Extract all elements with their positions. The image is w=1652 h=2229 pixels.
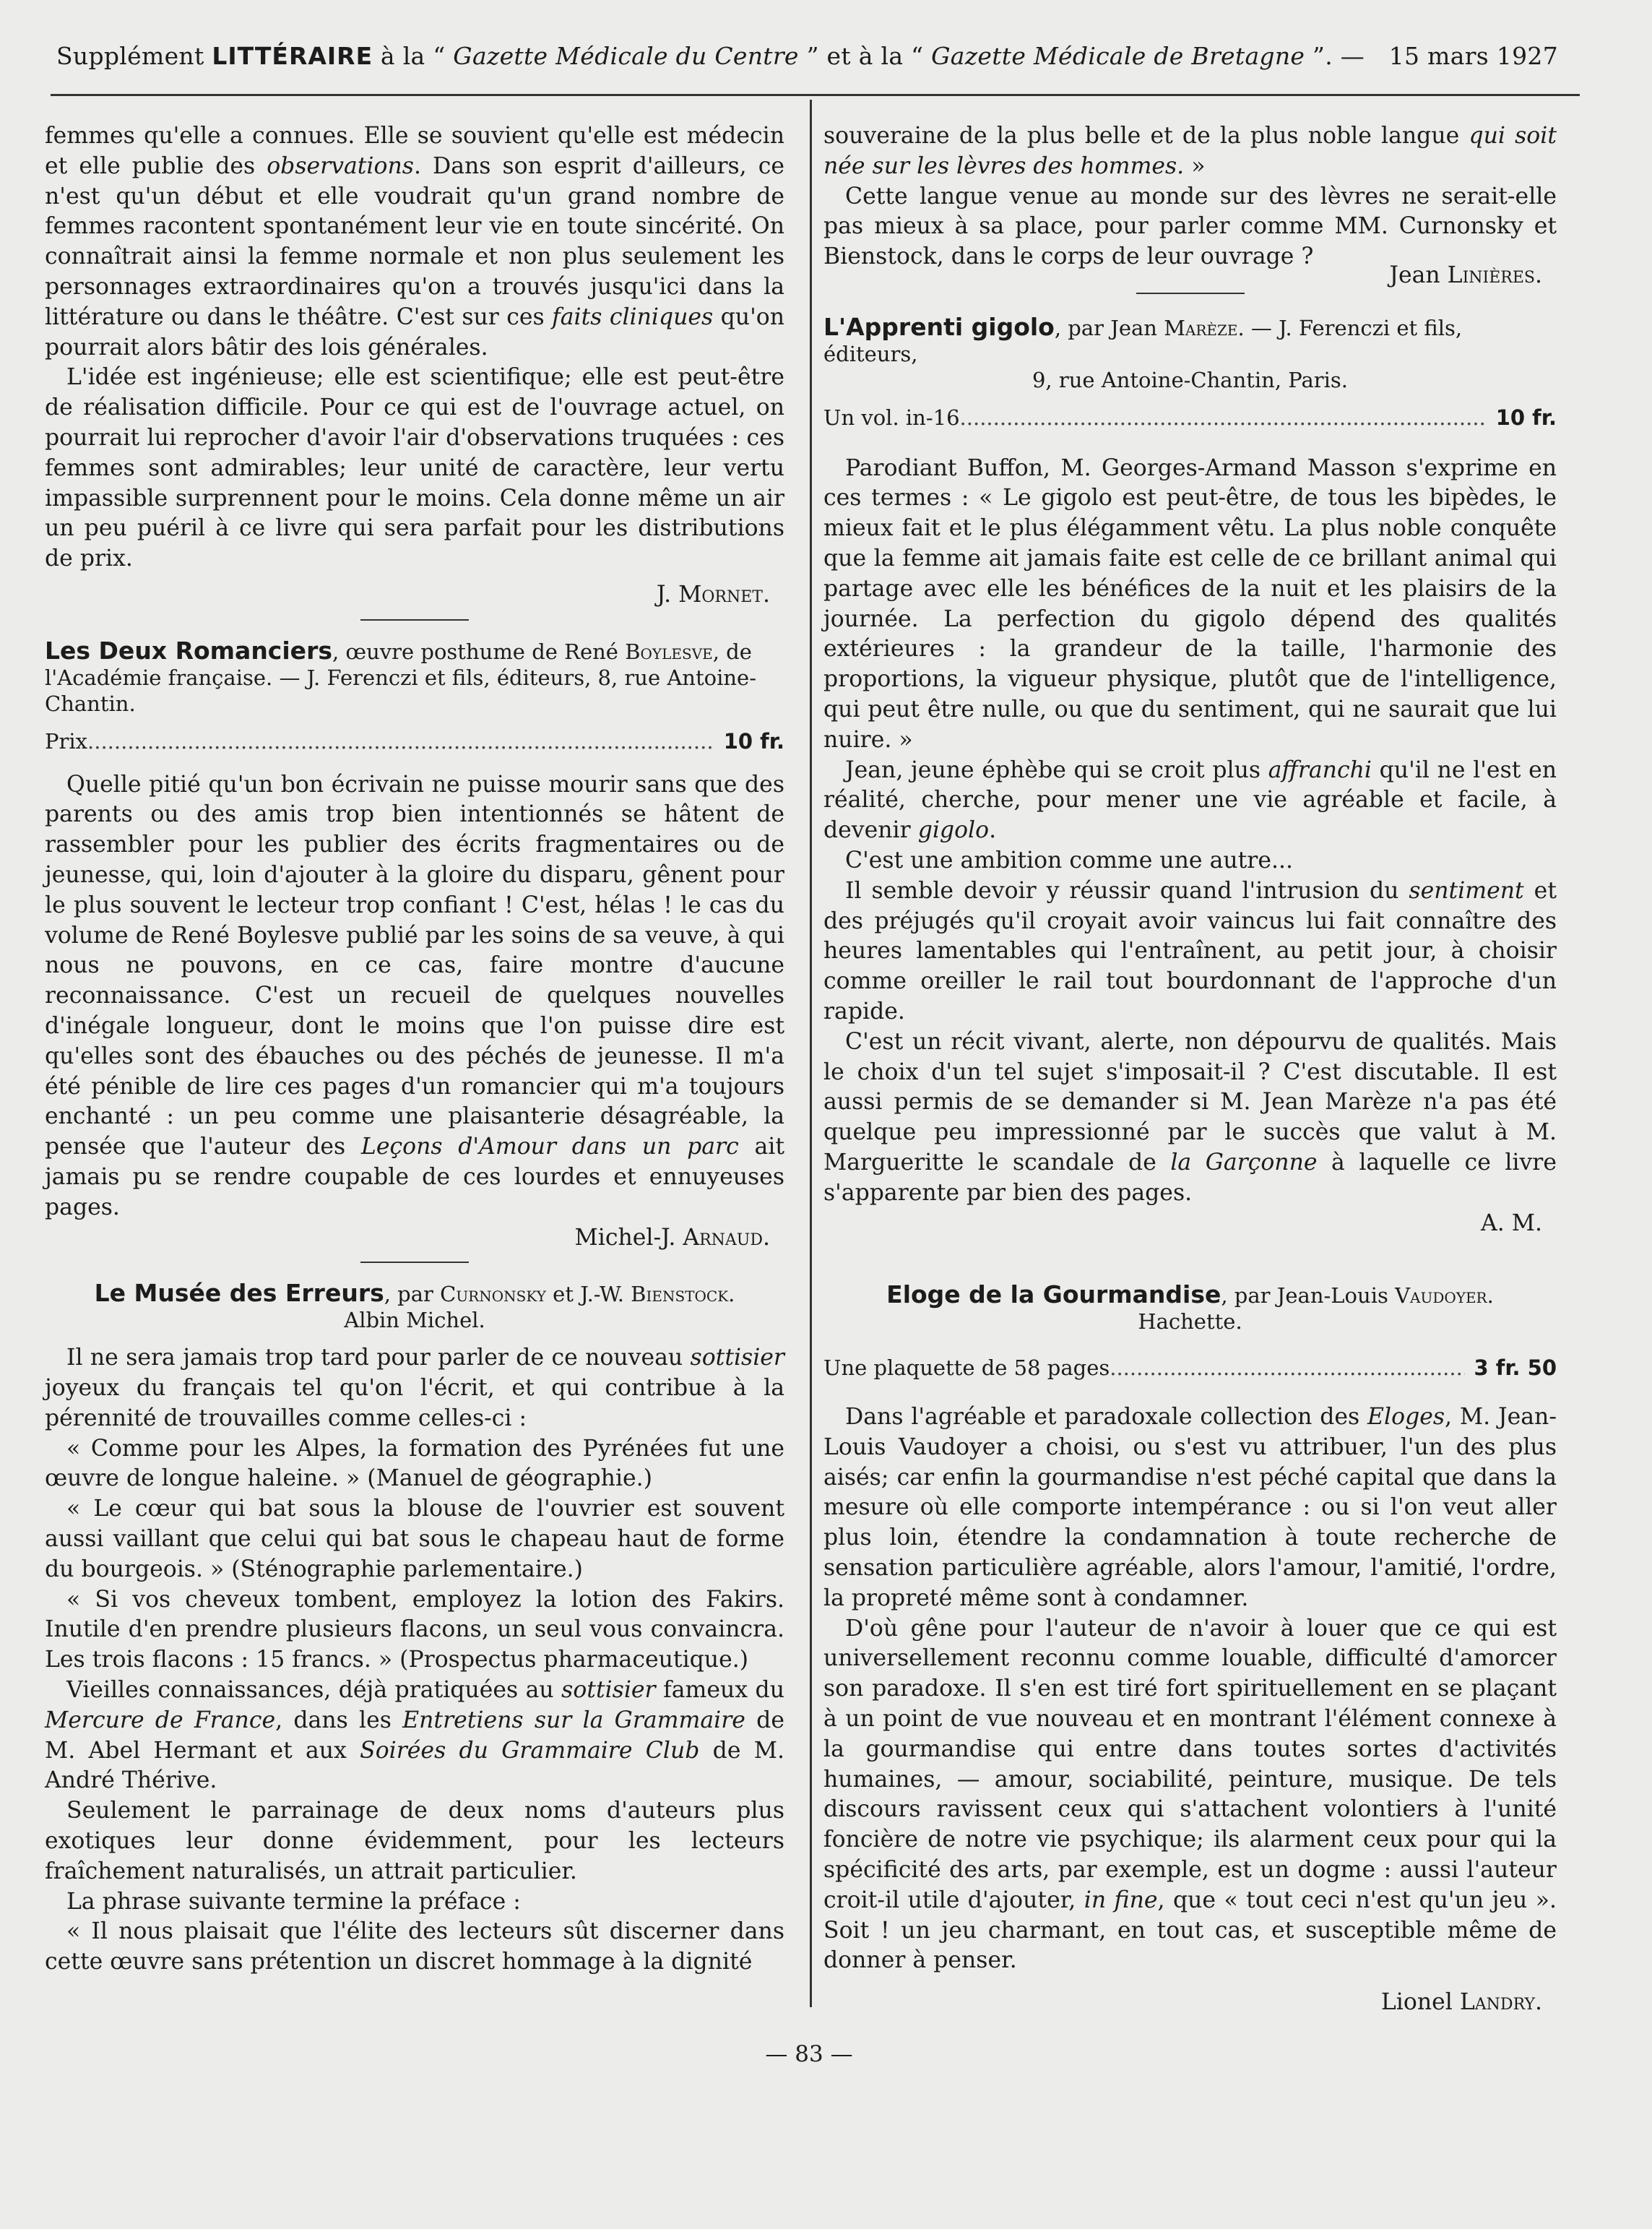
price-line: Prix ..... 10 fr.: [45, 727, 784, 757]
header-gazette-bretagne: Gazette Médicale de Bretagne: [931, 42, 1305, 70]
review-paragraph: Il semble devoir y réussir quand l'intrusion du sentiment et des préjugés qu'il croyait avoir vaincus lui fait connaître des heures lamentables qui l'entraînent, au petit jour, à choisir comme oreiller le rail tout bourdonnant de l'approche d'un rapide.: [823, 877, 1557, 1025]
separator-rule: [360, 619, 469, 621]
quote: « Il nous plaisait que l'élite des lecteurs sût discerner dans cette œuvre sans prétention un discret hommage à la dignité: [45, 1918, 784, 1975]
header-date: 15 mars 1927: [1388, 42, 1558, 70]
quote: « Le cœur qui bat sous la blouse de l'ouvrier est souvent aussi vaillant que celui qui bat sous le chapeau haut de forme du bourgeois. » (Sténographie parlementaire.): [45, 1496, 784, 1582]
page-number: — 83 —: [765, 2041, 853, 2067]
review-paragraph: Dans l'agréable et paradoxale collection des Eloges, M. Jean-Louis Vaudoyer a choisi, ou s'est vu attribuer, l'un des plus aisés; car enfin la gourmandise n'est péché capital que dans la mesure où elle comporte intempérance : ou si l'on veut aller plus loin, étendre la condamnation à toute recherche de sensation particulière agréable, alors l'amour, l'amitié, l'ordre, la propreté même sont à condamner.: [823, 1404, 1557, 1611]
quote: « Comme pour les Alpes, la formation des Pyrénées fut une œuvre de longue haleine. » (Manuel de géographie.): [45, 1435, 784, 1492]
review-paragraph: Vieilles connaissances, déjà pratiquées au sottisier fameux du Mercure de France, dans les Entretiens sur la Grammaire de M. Abel Hermant et aux Soirées du Grammaire Club de M. André Thérive.: [45, 1677, 785, 1794]
intro-paragraph-2: L'idée est ingénieuse; elle est scientifique; elle est peut-être de réalisation difficile. Pour ce qui est de l'ouvrage actuel, on pourrait lui reprocher d'avoir l'air d'observations truquées : ces femmes sont admirables; leur unité de caractère, leur vertu impassible surprennent pour le moins. Cela donne même un air un peu puéril à ce livre qui sera parfait pour les distributions de prix.: [45, 364, 784, 572]
review-heading-musee-erreurs: Le Musée des Erreurs, par Curnonsky et J.-W. Bienstock. Albin Michel.: [94, 1279, 735, 1333]
header-prefix: Supplément: [56, 42, 212, 70]
review-paragraph: La phrase suivante termine la préface :: [66, 1888, 521, 1915]
review-paragraph: Jean, jeune éphèbe qui se croit plus affranchi qu'il ne l'est en réalité, cherche, pour mener une vie agréable et facile, à devenir gigolo.: [823, 756, 1557, 844]
header-literary: LITTÉRAIRE: [212, 42, 373, 70]
continued-paragraph: souveraine de la plus belle et de la plus noble langue qui soit née sur les lèvres des hommes. »: [823, 123, 1557, 179]
continued-paragraph: Cette langue venue au monde sur des lèvres ne serait-elle pas mieux à sa place, pour parler comme MM. Curnonsky et Bienstock, dans le corps de leur ouvrage ?: [823, 183, 1557, 270]
review-heading-apprenti-gigolo: L'Apprenti gigolo, par Jean Marèze. — J. Ferenczi et fils, éditeurs, 9, rue Antoine-Chantin, Paris.: [823, 312, 1463, 392]
header-mid2: ” et à la “: [798, 42, 932, 70]
price-line: Un vol. in-16 ..... 10 fr.: [823, 403, 1557, 434]
header-mid3: ”. —: [1305, 42, 1365, 70]
review-paragraph: D'où gêne pour l'auteur de n'avoir à louer que ce qui est universellement reconnu comme louable, difficulté d'amorcer son paradoxe. Il s'en est tiré fort spirituellement en se plaçant à un point de vue nouveau et en montrant l'élément connexe à la gourmandise qui entre dans toutes sortes d'activités humaines, — amour, sociabilité, peinture, musique. De tels discours ravissent ceux qui s'attachent volontiers à l'unité foncière de notre vie psychique; ils alarment ceux pour qui la spécificité des arts, par exemple, est un dogme : aussi l'auteur croit-il utile d'ajouter, in fine, que « tout ceci n'est qu'un jeu ». Soit ! un jeu charmant, en tout cas, et susceptible même de donner à penser.: [823, 1615, 1557, 1974]
header-rule: [51, 94, 1580, 96]
review-title: Le Musée des Erreurs: [94, 1279, 384, 1308]
separator-rule: [1136, 293, 1245, 294]
right-column: [823, 121, 1557, 2018]
left-column: [45, 121, 784, 1978]
review-heading-deux-romanciers: Les Deux Romanciers, œuvre posthume de René Boylesve, de l'Académie française. — J. Ferenczi et fils, éditeurs, 8, rue Antoine-Chantin.: [45, 636, 756, 716]
signature-landry: Lionel Landry.: [1380, 1989, 1542, 2016]
header-mid1: à la “: [373, 42, 454, 70]
separator-rule: [360, 1262, 469, 1263]
review-paragraph: C'est un récit vivant, alerte, non dépourvu de qualités. Mais le choix d'un tel sujet s'imposait-il ? C'est discutable. Il est aussi permis de se demander si M. Jean Marèze n'a pas été quelque peu impressionné par le succès que valut à M. Margueritte le scandale de la Garçonne à laquelle ce livre s'apparente par bien des pages.: [823, 1028, 1557, 1206]
review-paragraph: Parodiant Buffon, M. Georges-Armand Masson s'exprime en ces termes : « Le gigolo est peut-être, de tous les bipèdes, le mieux fait et le plus élégamment vêtu. La plus noble conquête que la femme ait jamais faite est celle de ce brillant animal qui partage avec elle les bénéfices de la nuit et les plaisirs de la journée. La perfection du gigolo dépend des qualités extérieures : la grandeur de la taille, l'harmonie des proportions, la vigueur physique, plutôt que de l'intelligence, qui peut être nulle, ou que du sentiment, qui ne saurait que lui nuire. »: [823, 454, 1557, 753]
running-header: [56, 42, 1558, 85]
review-paragraph: Il ne sera jamais trop tard pour parler de ce nouveau sottisier joyeux du français tel qu'on l'écrit, et qui contribue à la pérennité de trouvailles comme celles-ci :: [45, 1345, 784, 1431]
review-title: Les Deux Romanciers: [45, 636, 332, 665]
signature-linieres: Jean Linières.: [1389, 262, 1542, 288]
review-title: Eloge de la Gourmandise: [886, 1280, 1221, 1309]
signature-arnaud: Michel-J. Arnaud.: [574, 1224, 770, 1251]
quote: « Si vos cheveux tombent, employez la lotion des Fakirs. Inutile d'en prendre plusieurs flacons, un seul vous convaincra. Les trois flacons : 15 francs. » (Prospectus pharmaceutique.): [45, 1586, 784, 1673]
intro-paragraph-1: femmes qu'elle a connues. Elle se souvient qu'elle est médecin et elle publie des observations. Dans son esprit d'ailleurs, ce n'est qu'un début et elle voudrait qu'un grand nombre de femmes racontent spontanément leur vie en toute sincérité. On connaîtrait ainsi la femme normale et non plus seulement les personnages extraordinaires qu'on a trouvés jusqu'ici dans la littérature ou dans le théâtre. C'est sur ces faits cliniques qu'on pourrait alors bâtir des lois générales.: [45, 123, 784, 361]
signature-am: A. M.: [1480, 1210, 1542, 1236]
signature-mornet: J. Mornet.: [656, 581, 770, 608]
header-gazette-centre: Gazette Médicale du Centre: [453, 42, 799, 70]
review-paragraph: Quelle pitié qu'un bon écrivain ne puisse mourir sans que des parents ou des amis trop bien intentionnés se hâtent de rassembler pour les publier des écrits fragmentaires ou de jeunesse, qui, loin d'ajouter à la gloire du disparu, gênent pour le plus souvent le lecteur trop confiant ! C'est, hélas ! le cas du volume de René Boylesve publié par les soins de sa veuve, à qui nous ne pouvons, en ce cas, faire montre d'aucune reconnaissance. C'est un recueil de quelques nouvelles d'inégale longueur, dont le moins que l'on puisse dire est qu'elles sont des ébauches ou des péchés de jeunesse. Il m'a été pénible de lire ces pages d'un romancier qui m'a toujours enchanté : un peu comme une plaisanterie désagréable, la pensée que l'auteur des Leçons d'Amour dans un parc ait jamais pu se rendre coupable de ces lourdes et ennuyeuses pages.: [45, 771, 784, 1220]
review-paragraph: Seulement le parrainage de deux noms d'auteurs plus exotiques leur donne évidemment, pour les lecteurs fraîchement naturalisés, un attrait particulier.: [45, 1798, 784, 1884]
review-title: L'Apprenti gigolo: [823, 312, 1055, 341]
column-separator: [810, 100, 812, 2007]
review-paragraph: C'est une ambition comme une autre...: [845, 847, 1294, 874]
review-heading-eloge-gourmandise: Eloge de la Gourmandise, par Jean-Louis Vaudoyer. Hachette.: [886, 1280, 1494, 1335]
price-line: Une plaquette de 58 pages ..... 3 fr. 50: [823, 1353, 1557, 1384]
